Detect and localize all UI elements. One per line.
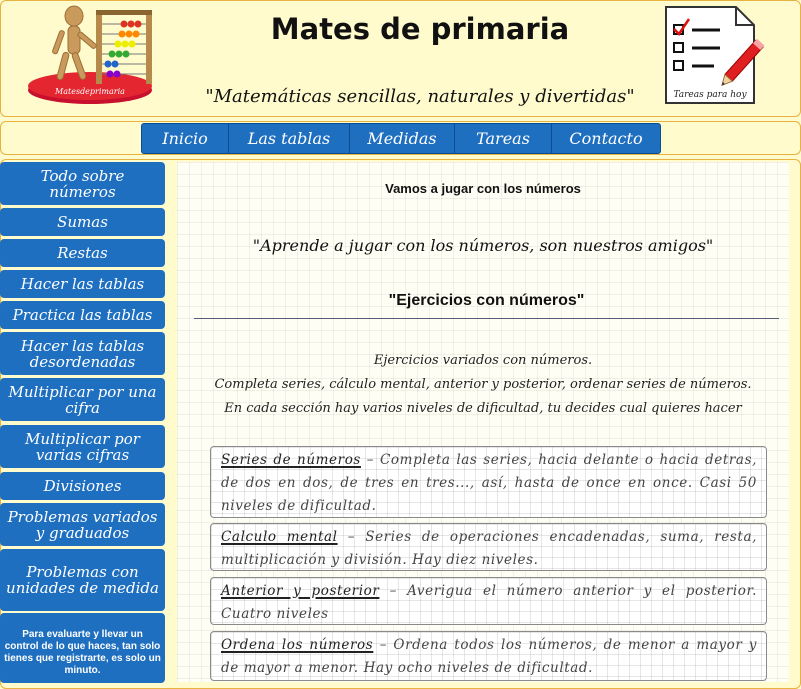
sidebar-item-practica-las-tablas[interactable]: Practica las tablas [0, 301, 165, 329]
sidebar-item-hacer-las-tablas[interactable]: Hacer las tablas [0, 270, 165, 298]
logo-text: Matesdeprimaria [55, 87, 125, 96]
sidebar-item-todo-sobre-numeros[interactable]: Todo sobre números [0, 162, 165, 205]
section-divider [194, 318, 779, 319]
task-checklist-badge[interactable] [662, 3, 770, 109]
nav-las-tablas[interactable]: Las tablas [229, 124, 350, 153]
sidebar-item-multiplicar-una-cifra[interactable]: Multiplicar por una cifra [0, 378, 165, 421]
main-quote: "Aprende a jugar con los números, son nuestros amigos" [252, 236, 714, 255]
sidebar-item-multiplicar-varias-cifras[interactable]: Multiplicar por varias cifras [0, 425, 165, 468]
site-subtitle: "Matemáticas sencillas, naturales y divertidas" [205, 86, 635, 107]
exercise-card [210, 523, 767, 571]
nav-medidas[interactable]: Medidas [350, 124, 455, 153]
main-heading: Vamos a jugar con los números [385, 181, 581, 196]
intro-line: En cada sección hay varios niveles de dificultad, tu decides cual quieres hacer [224, 401, 742, 416]
main-nav [141, 123, 661, 154]
site-title: Mates de primaria [270, 12, 570, 46]
card-description: – Series de operaciones encadenadas, suma, resta, multiplicación y división. Hay diez niveles. [221, 529, 757, 568]
card-description: – Ordena todos los números, de menor a mayor y de mayor a menor. Hay ocho niveles de dificultad. [221, 637, 758, 676]
card-description: – Completa las series, hacia delante o hacia detras, de dos en dos, de tres en tres..., así, hasta de once en once. Casi 50 niveles de dificultad. [221, 452, 757, 514]
exercise-card [210, 577, 767, 625]
sidebar-item-tablas-desordenadas[interactable]: Hacer las tablas desordenadas [0, 332, 165, 375]
section-title: "Ejercicios con números" [388, 292, 585, 309]
nav-contacto[interactable]: Contacto [569, 129, 643, 148]
intro-text [177, 349, 789, 421]
intro-line: Completa series, cálculo mental, anterior y posterior, ordenar series de números. [214, 377, 752, 392]
badge-text: Tareas para hoy [673, 90, 747, 100]
exercise-card [210, 446, 767, 518]
card-description: – Averigua el número anterior y el posterior. Cuatro niveles [221, 583, 757, 622]
sidebar-item-problemas-medida[interactable]: Problemas con unidades de medida [0, 549, 165, 611]
sidebar-item-restas[interactable]: Restas [0, 239, 165, 267]
ordena-numeros-link[interactable]: Ordena los números [221, 637, 374, 653]
nav-tareas[interactable]: Tareas [455, 124, 552, 153]
exercise-card [210, 631, 767, 681]
anterior-posterior-link[interactable]: Anterior y posterior [221, 583, 380, 599]
calculo-mental-link[interactable]: Calculo mental [221, 529, 338, 545]
intro-line: Ejercicios variados con números. [373, 353, 593, 368]
site-logo[interactable] [12, 4, 174, 112]
sidebar-item-sumas[interactable]: Sumas [0, 208, 165, 236]
register-note: Para evaluarte y llevar un control de lo que haces, tan solo tienes que registrarte, es solo un minuto. [0, 613, 165, 683]
series-numeros-link[interactable]: Series de números [221, 452, 361, 468]
sidebar-item-divisiones[interactable]: Divisiones [0, 472, 165, 500]
nav-inicio[interactable]: Inicio [142, 124, 229, 153]
sidebar-item-problemas-variados[interactable]: Problemas variados y graduados [0, 503, 165, 546]
